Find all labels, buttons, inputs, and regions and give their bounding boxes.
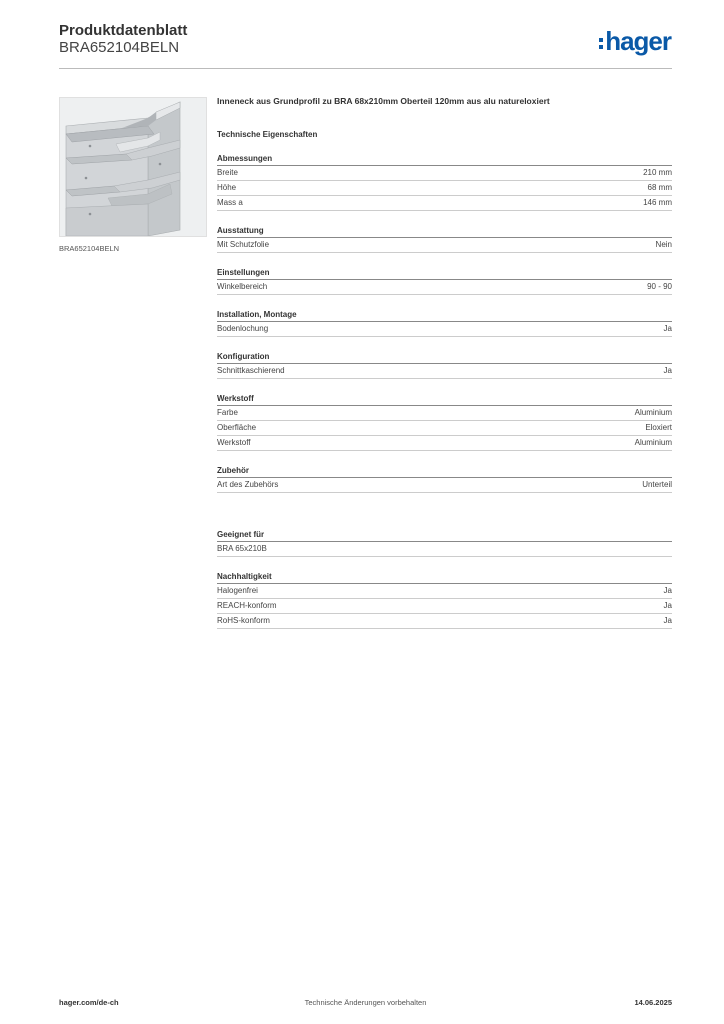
property-row [217, 436, 672, 451]
property-row [217, 322, 672, 337]
image-caption: BRA652104BELN [59, 244, 120, 253]
property-section [217, 394, 672, 451]
property-value: Ja [663, 616, 672, 625]
property-label: Mass a [217, 198, 243, 207]
page-title: Produktdatenblatt [59, 22, 188, 39]
section-title: Werkstoff [217, 394, 672, 406]
property-sections [217, 154, 672, 629]
property-label: Schnittkaschierend [217, 366, 285, 375]
property-value: Nein [655, 240, 672, 249]
footer-website-link[interactable]: hager.com/de-ch [59, 998, 119, 1007]
property-label: Art des Zubehörs [217, 480, 279, 489]
hager-logo[interactable] [599, 28, 671, 54]
section-title: Zubehör [217, 466, 672, 478]
property-section [217, 352, 672, 379]
property-row [217, 542, 672, 557]
logo-text: hager [605, 26, 671, 56]
property-row [217, 364, 672, 379]
property-label: Breite [217, 168, 238, 177]
section-title: Installation, Montage [217, 310, 672, 322]
property-value: Aluminium [634, 438, 672, 447]
property-value: Unterteil [642, 480, 672, 489]
property-label: Höhe [217, 183, 237, 192]
property-value: Ja [663, 366, 672, 375]
property-label: Werkstoff [217, 438, 251, 447]
property-value: 90 - 90 [647, 282, 672, 291]
inner-corner-duct-icon [60, 98, 206, 236]
property-section [217, 154, 672, 211]
property-label: BRA 65x210B [217, 544, 267, 553]
property-row [217, 166, 672, 181]
property-section [217, 572, 672, 629]
property-row [217, 196, 672, 211]
property-row [217, 181, 672, 196]
property-label: RoHS-konform [217, 616, 270, 625]
property-row [217, 584, 672, 599]
property-section [217, 466, 672, 493]
property-label: Farbe [217, 408, 238, 417]
property-row [217, 614, 672, 629]
property-section [217, 268, 672, 295]
property-value: Ja [663, 601, 672, 610]
tech-properties-heading: Technische Eigenschaften [217, 130, 318, 139]
logo-colon-icon [599, 38, 603, 49]
property-value: 146 mm [643, 198, 672, 207]
product-image [59, 97, 207, 237]
product-code: BRA652104BELN [59, 39, 180, 56]
property-label: Halogenfrei [217, 586, 258, 595]
section-title: Geeignet für [217, 530, 672, 542]
property-value: 210 mm [643, 168, 672, 177]
property-row [217, 406, 672, 421]
property-value: 68 mm [647, 183, 672, 192]
section-title: Konfiguration [217, 352, 672, 364]
property-row [217, 421, 672, 436]
footer-date: 14.06.2025 [634, 998, 672, 1007]
property-section [217, 310, 672, 337]
property-label: REACH-konform [217, 601, 277, 610]
product-details [217, 96, 672, 629]
property-value: Ja [663, 324, 672, 333]
section-title: Nachhaltigkeit [217, 572, 672, 584]
header-divider [59, 68, 672, 69]
property-label: Winkelbereich [217, 282, 268, 291]
property-section [217, 226, 672, 253]
property-section [217, 530, 672, 557]
product-description: Inneneck aus Grundprofil zu BRA 68x210mm Oberteil 120mm aus alu natureloxiert [217, 96, 550, 106]
section-title: Abmessungen [217, 154, 672, 166]
property-row [217, 280, 672, 295]
section-title: Einstellungen [217, 268, 672, 280]
footer-notice: Technische Änderungen vorbehalten [304, 998, 427, 1007]
property-value: Aluminium [634, 408, 672, 417]
property-label: Oberfläche [217, 423, 257, 432]
section-title: Ausstattung [217, 226, 672, 238]
property-label: Bodenlochung [217, 324, 269, 333]
property-label: Mit Schutzfolie [217, 240, 270, 249]
property-row [217, 478, 672, 493]
property-row [217, 599, 672, 614]
property-row [217, 238, 672, 253]
property-value: Ja [663, 586, 672, 595]
property-value: Eloxiert [645, 423, 672, 432]
